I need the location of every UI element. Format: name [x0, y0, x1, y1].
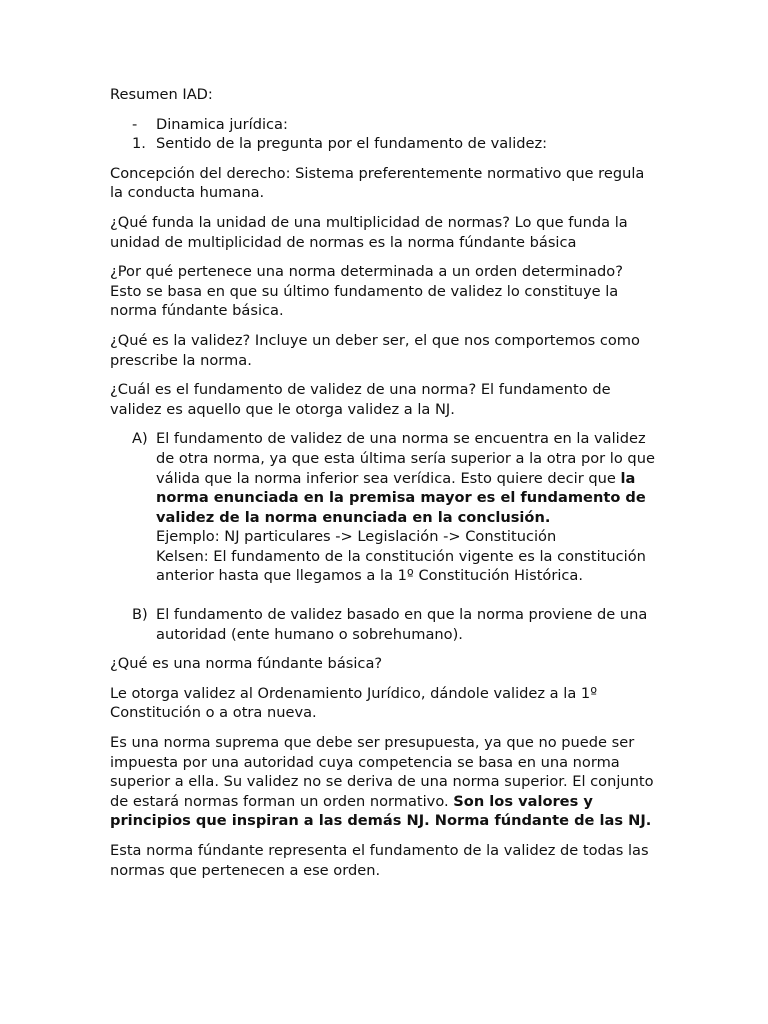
paragraph-otorga: Le otorga validez al Ordenamiento Jurídico, dándole validez a la 1º Constitución o a otra nueva. [110, 684, 598, 722]
item-a-text: El fundamento de validez de una norma se encuentra en la validez de otra norma, ya que esta última sería superior a la otra por lo que válida que la norma inferior sea verídica. Esto quiere decir que [156, 430, 655, 487]
document-title: Resumen IAD: [110, 86, 213, 103]
item-a-example: Ejemplo: NJ particulares -> Legislación -> Constitución [156, 528, 557, 546]
item-a-bold-text: la norma enunciada en la premisa mayor es el fundamento de validez de la norma enunciada en la conclusión. [156, 469, 646, 526]
alpha-marker-b: B) [132, 606, 148, 624]
list-spacer [110, 586, 658, 605]
item-a-kelsen: Kelsen: El fundamento de la constitución vigente es la constitución anterior hasta que llegamos a la 1º Constitución Histórica. [156, 547, 646, 585]
list-item-a [110, 429, 658, 586]
paragraph-suprema [110, 733, 658, 831]
list-item-dash [110, 115, 658, 135]
alpha-marker-a: A) [132, 430, 148, 448]
paragraph-unidad: ¿Qué funda la unidad de una multiplicidad de normas? Lo que funda la unidad de multiplicidad de normas es la norma fúndante básica [110, 213, 628, 251]
list-item-b [110, 605, 658, 644]
alpha-list [110, 429, 658, 644]
paragraph-validez: ¿Qué es la validez? Incluye un deber ser, el que nos comportemos como prescribe la norma. [110, 331, 640, 369]
dash-marker: - [132, 115, 138, 133]
document-body [110, 85, 658, 890]
paragraph-suprema-bold: Son los valores y principios que inspiran a las demás NJ. Norma fúndante de las NJ. [110, 792, 652, 830]
list-item-numbered [110, 134, 658, 154]
paragraph-conclusion: Esta norma fúndante representa el fundamento de la validez de todas las normas que pertenecen a ese orden. [110, 842, 649, 879]
number-marker: 1. [132, 135, 146, 153]
list-item-text: Sentido de la pregunta por el fundamento de validez: [156, 135, 548, 153]
paragraph-pertenencia: ¿Por qué pertenece una norma determinada a un orden determinado? Esto se basa en que su último fundamento de validez lo constituye la norma fúndante básica. [110, 263, 623, 320]
item-b-text: El fundamento de validez basado en que la norma proviene de una autoridad (ente humano o sobrehumano). [156, 606, 648, 643]
paragraph-question-nfb: ¿Qué es una norma fúndante básica? [110, 655, 383, 673]
paragraph-concepcion: Concepción del derecho: Sistema preferentemente normativo que regula la conducta humana. [110, 164, 645, 202]
paragraph-suprema-text: Es una norma suprema que debe ser presupuesta, ya que no puede ser impuesta por una autoridad cuya competencia se basa en una norma superior a ella. Su validez no se deriva de una norma superior. El conjunto de estará normas forman un orden normativo. [110, 734, 654, 810]
item-a-body [156, 429, 658, 586]
paragraph-fundamento: ¿Cuál es el fundamento de validez de una norma? El fundamento de validez es aquello que le otorga validez a la NJ. [110, 381, 611, 418]
list-item-text: Dinamica jurídica: [156, 115, 288, 133]
intro-list [110, 115, 658, 154]
